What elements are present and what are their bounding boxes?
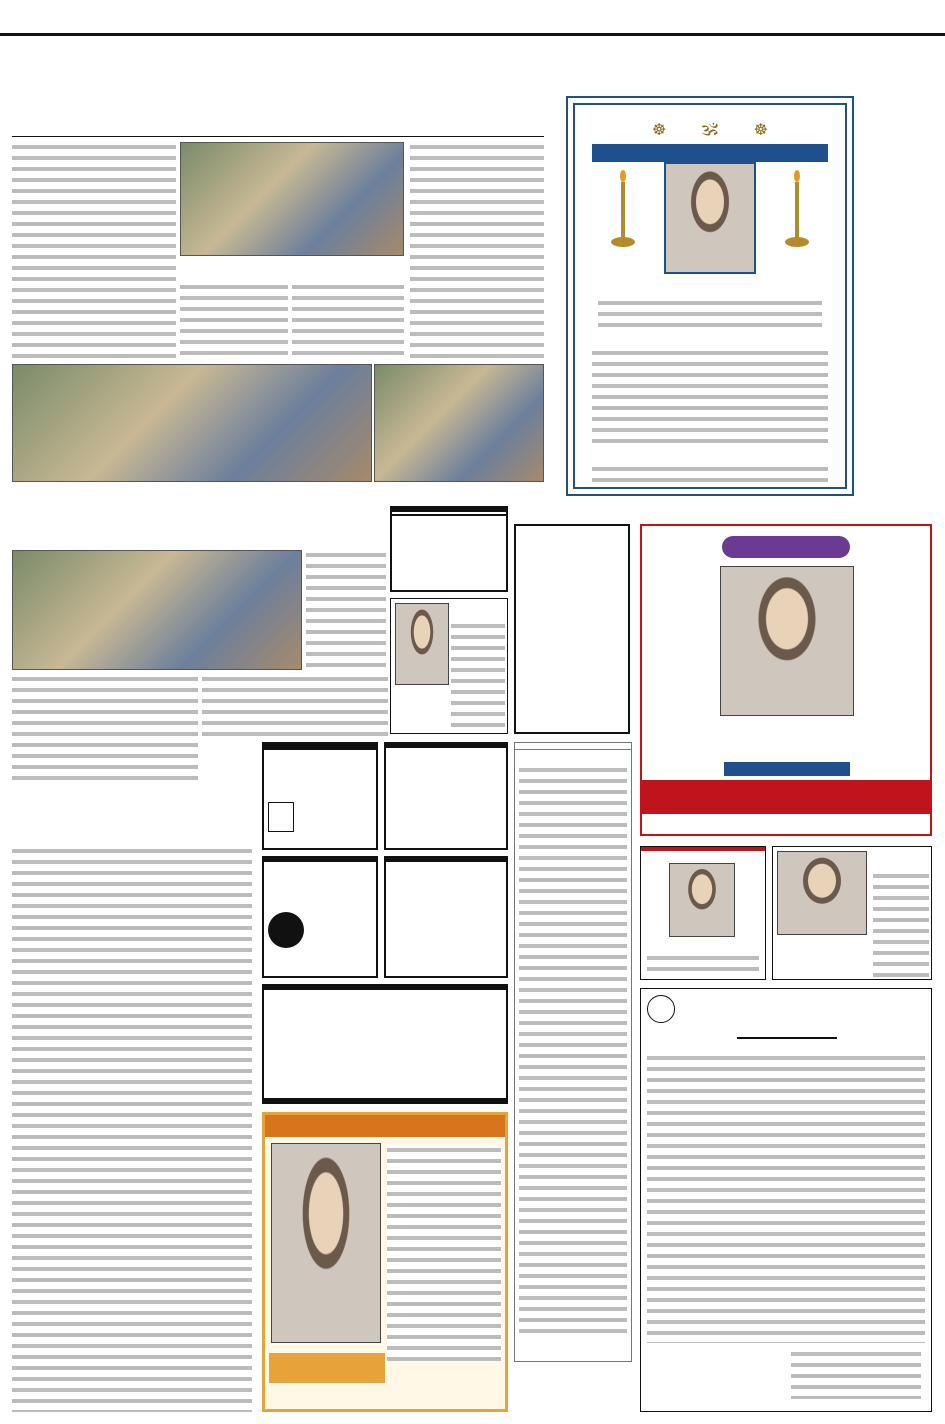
masthead (0, 0, 945, 36)
lamp-icon (782, 168, 812, 252)
subbanna-portrait (395, 603, 449, 685)
door-icon (268, 802, 294, 832)
mda-notice (640, 988, 932, 1412)
event-photo-1 (12, 364, 372, 482)
indira-obituary (640, 846, 766, 980)
event-photo-caption (12, 484, 544, 496)
lead-column-1 (12, 142, 176, 362)
wanted-ad (384, 742, 508, 850)
shivabasappa-portrait (271, 1143, 381, 1343)
lead-photo-caption (180, 258, 404, 278)
ups-service-ad (262, 856, 378, 978)
shivaganaradhane-ad (566, 96, 854, 496)
sachin-portrait (777, 851, 867, 935)
event-photo-2 (374, 364, 544, 482)
public-notice (514, 742, 632, 1362)
jain-photo (12, 550, 302, 670)
site-for-sale-ad (384, 856, 508, 978)
sadashiva-tribute (640, 524, 932, 836)
shivabasappa-tribute (262, 1112, 508, 1412)
sukandamma-portrait (664, 162, 756, 274)
teak-wood-ad (262, 742, 378, 850)
lead-photo (180, 142, 404, 256)
shop-for-rent-ad (390, 506, 508, 592)
emblem-icon (647, 995, 675, 1023)
indira-portrait (669, 863, 735, 937)
bell-icon: ☸ (753, 119, 768, 139)
subbanna-obituary (390, 598, 508, 734)
hiring-ad (262, 984, 508, 1104)
invitation-title (592, 144, 828, 162)
sachin-obituary (772, 846, 932, 980)
lamp-icon (608, 168, 638, 252)
deity-icon: 🕉 (701, 118, 719, 140)
bell-icon: ☸ (652, 119, 667, 139)
vaishnavi-layout-ad (514, 524, 630, 734)
sadashiva-portrait (720, 566, 854, 716)
lead-column-3 (410, 142, 544, 362)
